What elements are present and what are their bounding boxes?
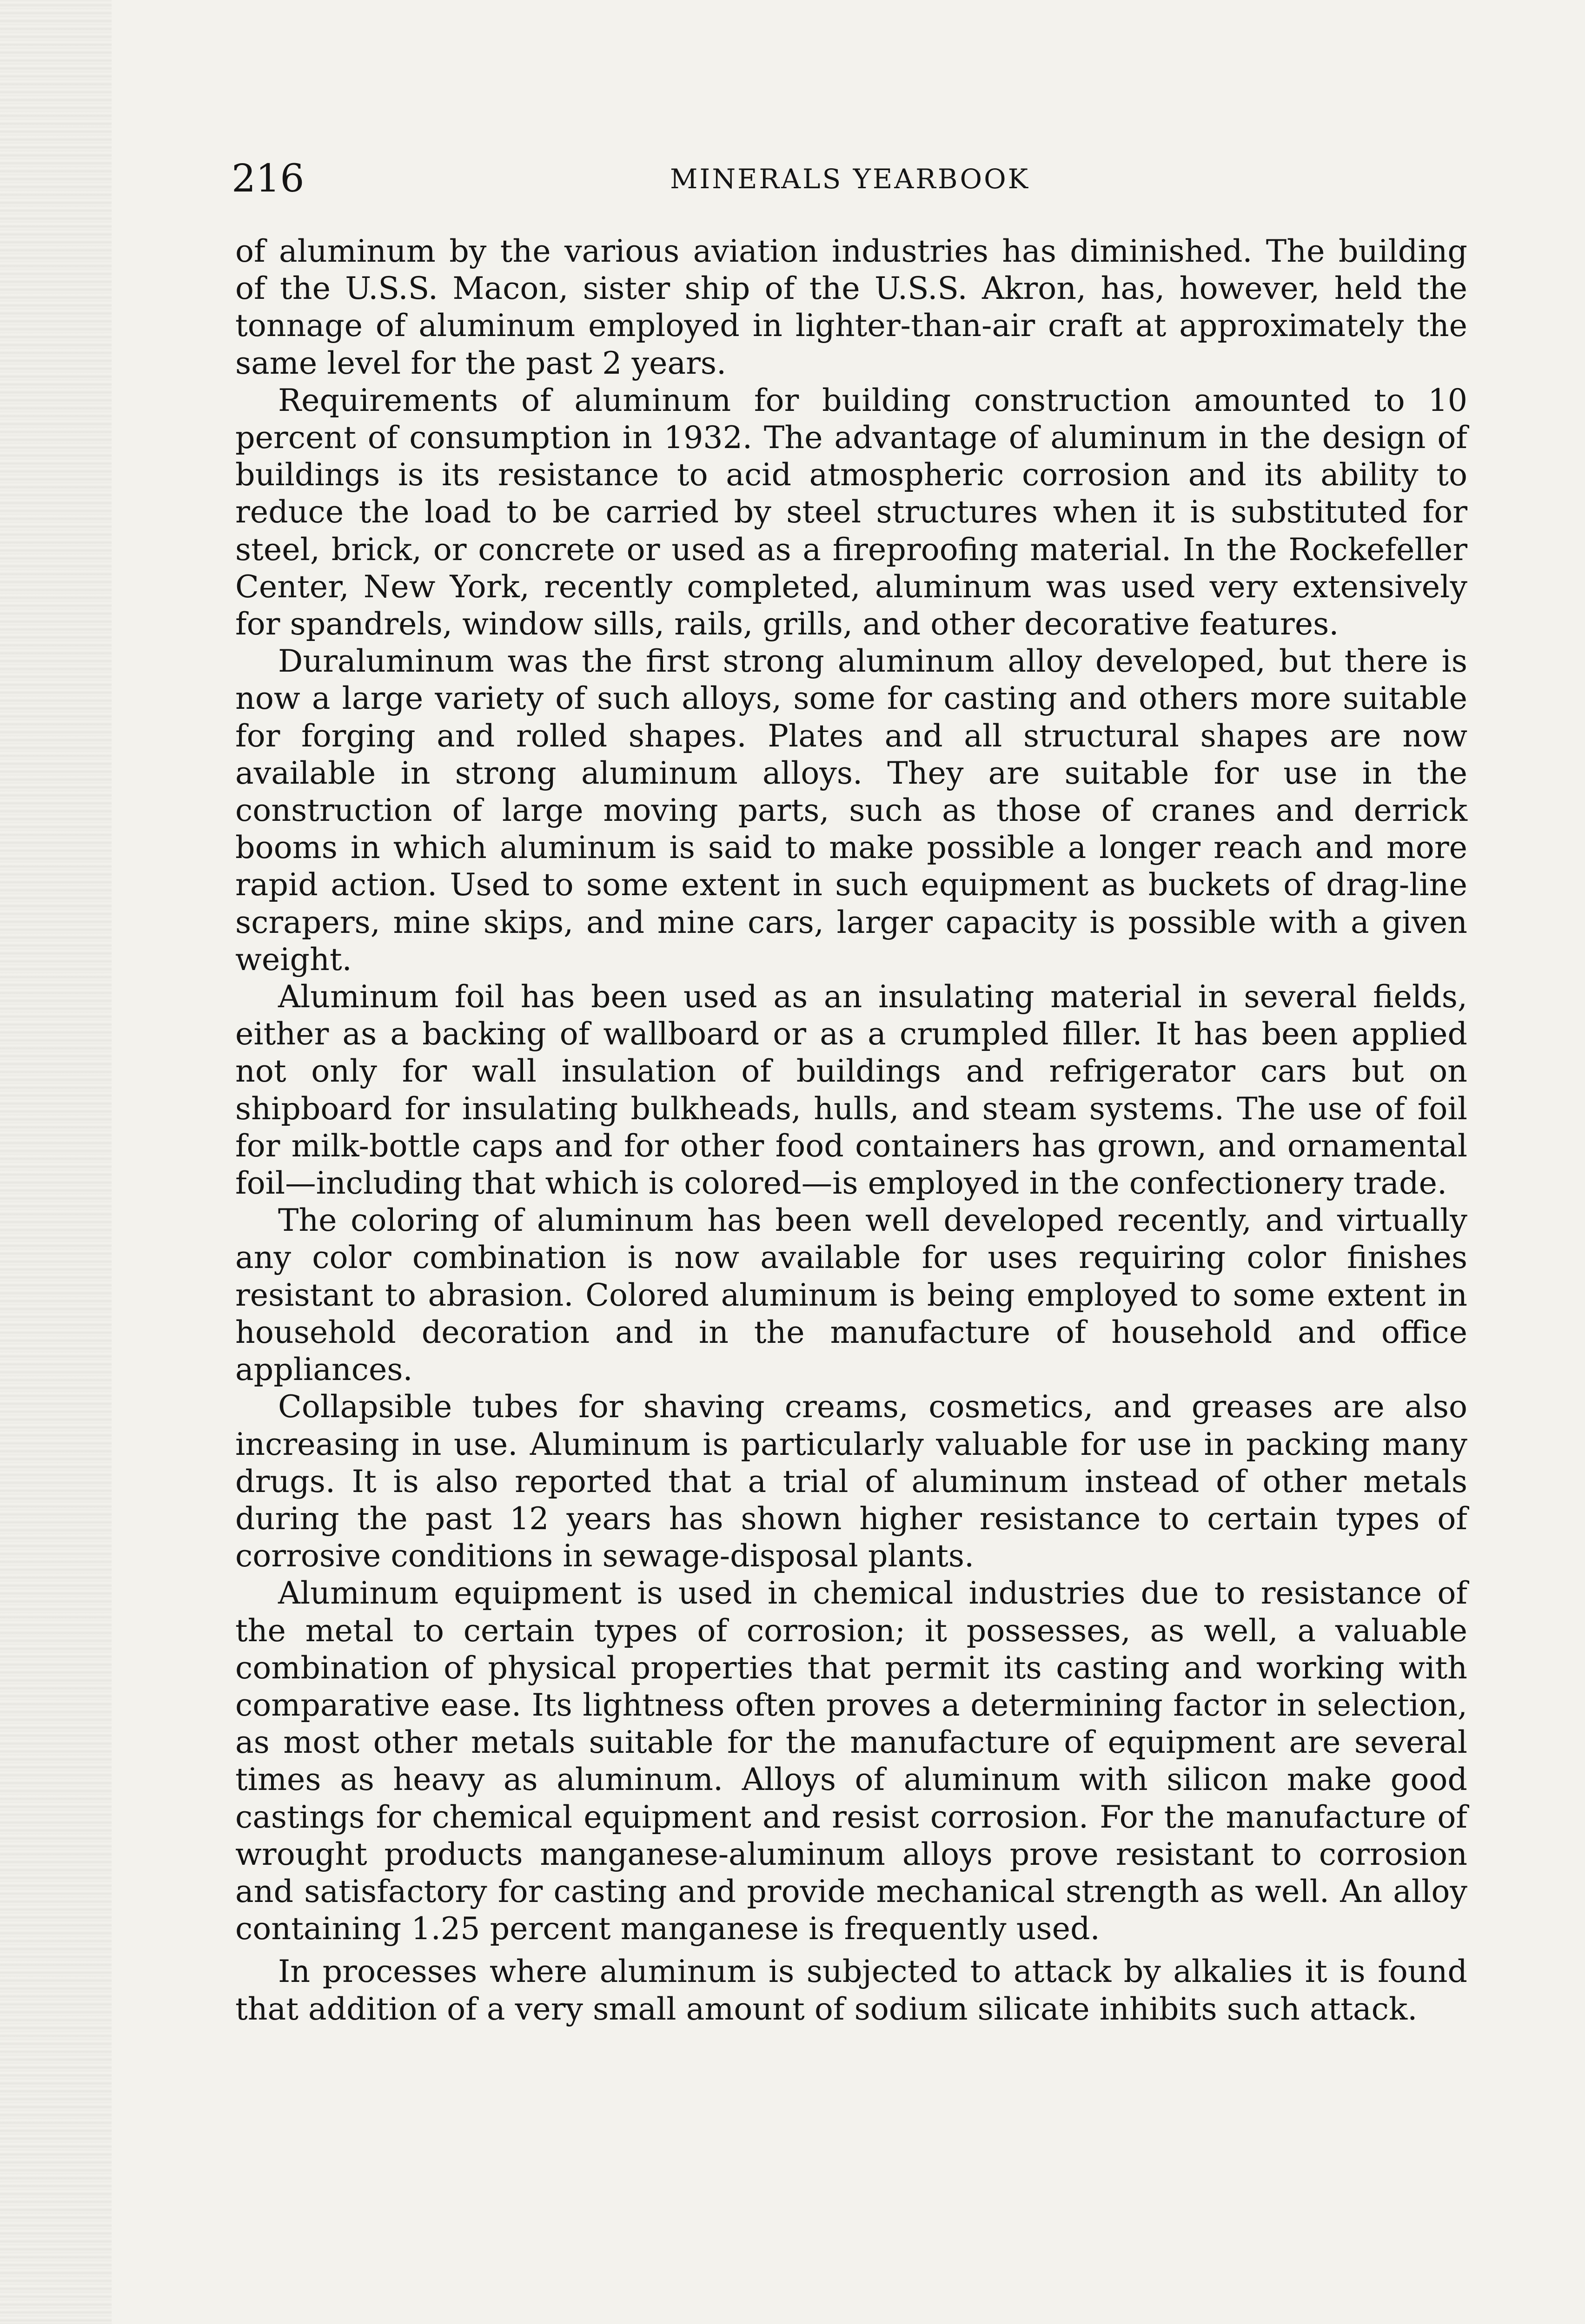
running-title: MINERALS YEARBOOK bbox=[670, 163, 1030, 195]
paragraph-aviation: of aluminum by the various aviation industries has diminished. The building of the U.S.S. Macon, sister ship of the U.S.S. Akron, has, however, held the tonnage of aluminum employed in lighter-than-air craft at approximately the same level for the past 2 years. bbox=[235, 233, 1467, 381]
paragraph-alkalies: In processes where aluminum is subjected to attack by alkalies it is found that addition of a very small amount of sodium silicate inhibits such attack. bbox=[235, 1953, 1467, 2027]
paragraph-building-construction: Requirements of aluminum for building construction amounted to 10 percent of consumption in 1932. The advantage of aluminum in the design of buildings is its resistance to acid atmospheric corrosion and its ability to reduce the load to be carried by steel structures when it is substituted for steel, brick, or concrete or used as a fireproofing material. In the Rockefeller Center, New York, recently completed, aluminum was used very extensively for spandrels, window sills, rails, grills, and other decorative features. bbox=[235, 382, 1467, 642]
paragraph-chemical-equipment: Aluminum equipment is used in chemical industries due to resistance of the metal to certain types of corrosion; it possesses, as well, a valuable combination of physical properties that permit its casting and working with comparative ease. Its lightness often proves a determining factor in selection, as most other metals suitable for the manufacture of equipment are several times as heavy as aluminum. Alloys of aluminum with silicon make good castings for chemical equipment and resist corrosion. For the manufacture of wrought products manganese-aluminum alloys prove resistant to corrosion and satisfactory for casting and provide mechanical strength as well. An alloy containing 1.25 percent manganese is frequently used. bbox=[235, 1575, 1467, 1947]
article-body bbox=[235, 232, 1467, 2027]
paragraph-coloring: The coloring of aluminum has been well developed recently, and virtually any color combination is now available for uses requiring color finishes resistant to abrasion. Colored aluminum is being employed to some extent in household decoration and in the manufacture of household and office appliances. bbox=[235, 1202, 1467, 1388]
page-number: 216 bbox=[232, 157, 305, 201]
paragraph-aluminum-foil: Aluminum foil has been used as an insulating material in several fields, either as a backing of wallboard or as a crumpled filler. It has been applied not only for wall insulation of buildings and refrigerator cars but on shipboard for insulating bulkheads, hulls, and steam systems. The use of foil for milk-bottle caps and for other food containers has grown, and ornamental foil—including that which is colored—is employed in the confectionery trade. bbox=[235, 978, 1467, 1202]
scan-margin-texture bbox=[0, 0, 112, 2324]
paragraph-duraluminum: Duraluminum was the first strong aluminum alloy developed, but there is now a large variety of such alloys, some for casting and others more suitable for forging and rolled shapes. Plates and all structural shapes are now available in strong aluminum alloys. They are suitable for use in the construction of large moving parts, such as those of cranes and derrick booms in which aluminum is said to make possible a longer reach and more rapid action. Used to some extent in such equipment as buckets of drag-line scrapers, mine skips, and mine cars, larger capacity is possible with a given weight. bbox=[235, 643, 1467, 977]
page-header bbox=[232, 153, 1468, 205]
paragraph-collapsible-tubes: Collapsible tubes for shaving creams, cosmetics, and greases are also increasing in use. Aluminum is particularly valuable for use in packing many drugs. It is also reported that a trial of aluminum instead of other metals during the past 12 years has shown higher resistance to certain types of corrosive conditions in sewage-disposal plants. bbox=[235, 1388, 1467, 1574]
